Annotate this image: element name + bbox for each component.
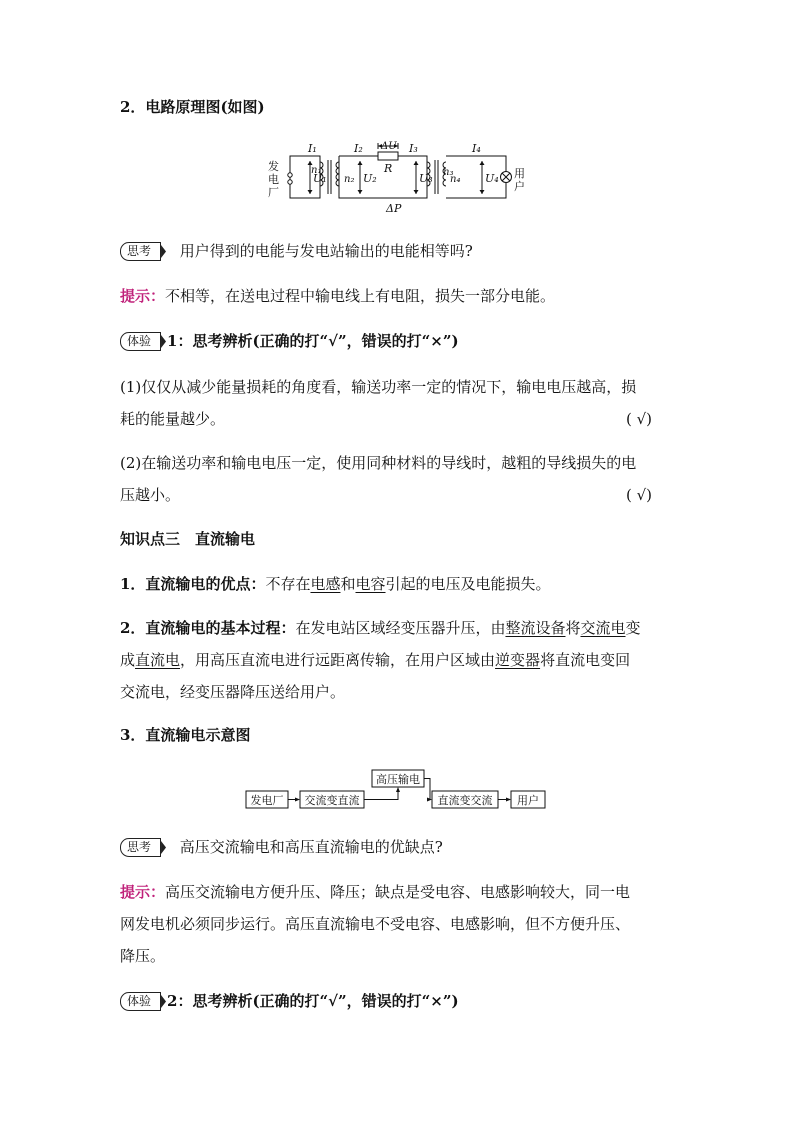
label-U2: U₂ — [363, 172, 377, 185]
label-n2: n₂ — [344, 174, 355, 185]
label-user-1: 用 — [514, 167, 525, 180]
hint-1 — [120, 285, 555, 307]
label-n1: n₁ — [311, 165, 322, 176]
hint-label: 提示： — [120, 287, 166, 305]
flow-step-user: 用户 — [517, 794, 539, 807]
p2-heading: 2．直流输电的基本过程： — [120, 619, 296, 637]
experience-title-2: 2：思考辨析(正确的打“√”，错误的打“×”) — [167, 992, 459, 1010]
label-delta-U: ΔU — [381, 141, 397, 152]
paragraph-1 — [120, 573, 551, 595]
label-U3: U₃ — [419, 172, 433, 185]
p2-l2-text-2: ，用高压直流电进行远距离传输，在用户区域由 — [180, 651, 496, 669]
label-I2: I₂ — [354, 142, 363, 155]
think-question-text: 用户得到的电能与发电站输出的电能相等吗? — [179, 242, 473, 260]
label-n4: n₄ — [450, 174, 461, 185]
think-tag-2: 思考 — [120, 838, 161, 857]
exp1-item1-line1: (1)仅仅从减少能量损耗的角度看，输送功率一定的情况下，输电电压越高，损 — [120, 378, 637, 396]
paragraph-2-line-1 — [120, 617, 641, 639]
p2-l2-text-3: 将直流电变回 — [540, 651, 631, 669]
label-plant-3: 厂 — [268, 186, 279, 199]
label-U4: U₄ — [485, 172, 499, 185]
label-R: R — [384, 162, 393, 175]
exp1-item2-line2: 压越小。 — [120, 486, 181, 504]
exp1-item1-mark: ( √) — [625, 410, 652, 428]
think-tag: 思考 — [120, 242, 161, 261]
hint-2-text-1: 高压交流输电方便升压、降压；缺点是受电容、电感影响较大，同一电 — [165, 883, 631, 901]
p1-text-3: 引起的电压及电能损失。 — [385, 575, 551, 593]
flow-step-ac-to-dc: 交流变直流 — [304, 794, 360, 807]
flow-diagram — [244, 768, 548, 812]
p2-underline-2: 交流电 — [580, 619, 626, 637]
p2-l2-text-1: 成 — [120, 651, 136, 669]
paragraph-2-line-3: 交流电，经变压器降压送给用户。 — [120, 683, 346, 701]
p2-l2-underline-1: 直流电 — [135, 651, 181, 669]
label-delta-P: ΔP — [386, 202, 402, 215]
hint-text: 不相等，在送电过程中输电线上有电阻，损失一部分电能。 — [165, 287, 556, 305]
exp1-item2-mark: ( √) — [625, 486, 652, 504]
think-question-text-2: 高压交流输电和高压直流输电的优缺点? — [179, 838, 443, 856]
flow-heading: 3．直流输电示意图 — [120, 726, 251, 744]
flow-step-dc-to-ac: 直流变交流 — [437, 794, 493, 807]
section-heading-circuit: 2．电路原理图(如图) — [120, 98, 265, 116]
label-I3: I₃ — [409, 142, 418, 155]
hint-label-2: 提示： — [120, 883, 166, 901]
p1-underline-1: 电感 — [310, 575, 341, 593]
think-question-1 — [120, 240, 473, 262]
hint-2-line-2: 网发电机必须同步运行。高压直流输电不受电容、电感影响，但不方便升压、 — [120, 915, 631, 933]
p2-l2-underline-2: 逆变器 — [495, 651, 541, 669]
paragraph-2-line-2 — [120, 649, 630, 671]
hint-2-line-1 — [120, 881, 630, 903]
experience-title: 1：思考辨析(正确的打“√”，错误的打“×”) — [167, 332, 459, 350]
think-question-2 — [120, 836, 443, 858]
flow-step-hv-transmission: 高压输电 — [376, 773, 420, 786]
experience-1 — [120, 330, 459, 352]
knowledge-point-title: 知识点三 直流输电 — [120, 530, 256, 548]
label-plant-1: 发 — [268, 160, 279, 173]
experience-2 — [120, 990, 459, 1012]
p1-text-2: 和 — [340, 575, 356, 593]
experience-tag: 体验 — [120, 332, 161, 351]
label-U1: U₁ — [313, 172, 327, 185]
p1-text-1: 不存在 — [265, 575, 311, 593]
label-plant-2: 电 — [268, 173, 279, 186]
label-I1: I₁ — [308, 142, 317, 155]
flow-step-plant: 发电厂 — [250, 794, 284, 807]
label-n3: n₃ — [443, 167, 454, 178]
exp1-item1-line2: 耗的能量越少。 — [120, 410, 226, 428]
exp1-item2-line1: (2)在输送功率和输电电压一定，使用同种材料的导线时，越粗的导线损失的电 — [120, 454, 637, 472]
p1-underline-2: 电容 — [355, 575, 386, 593]
p2-text-3: 变 — [625, 619, 641, 637]
label-I4: I₄ — [472, 142, 481, 155]
label-user-2: 户 — [514, 180, 525, 193]
hint-2-line-3: 降压。 — [120, 947, 166, 965]
circuit-diagram — [262, 138, 534, 216]
p2-underline-1: 整流设备 — [505, 619, 566, 637]
p2-text-1: 在发电站区域经变压器升压，由 — [295, 619, 506, 637]
experience-tag-2: 体验 — [120, 992, 161, 1011]
p1-heading: 1．直流输电的优点： — [120, 575, 266, 593]
p2-text-2: 将 — [565, 619, 581, 637]
